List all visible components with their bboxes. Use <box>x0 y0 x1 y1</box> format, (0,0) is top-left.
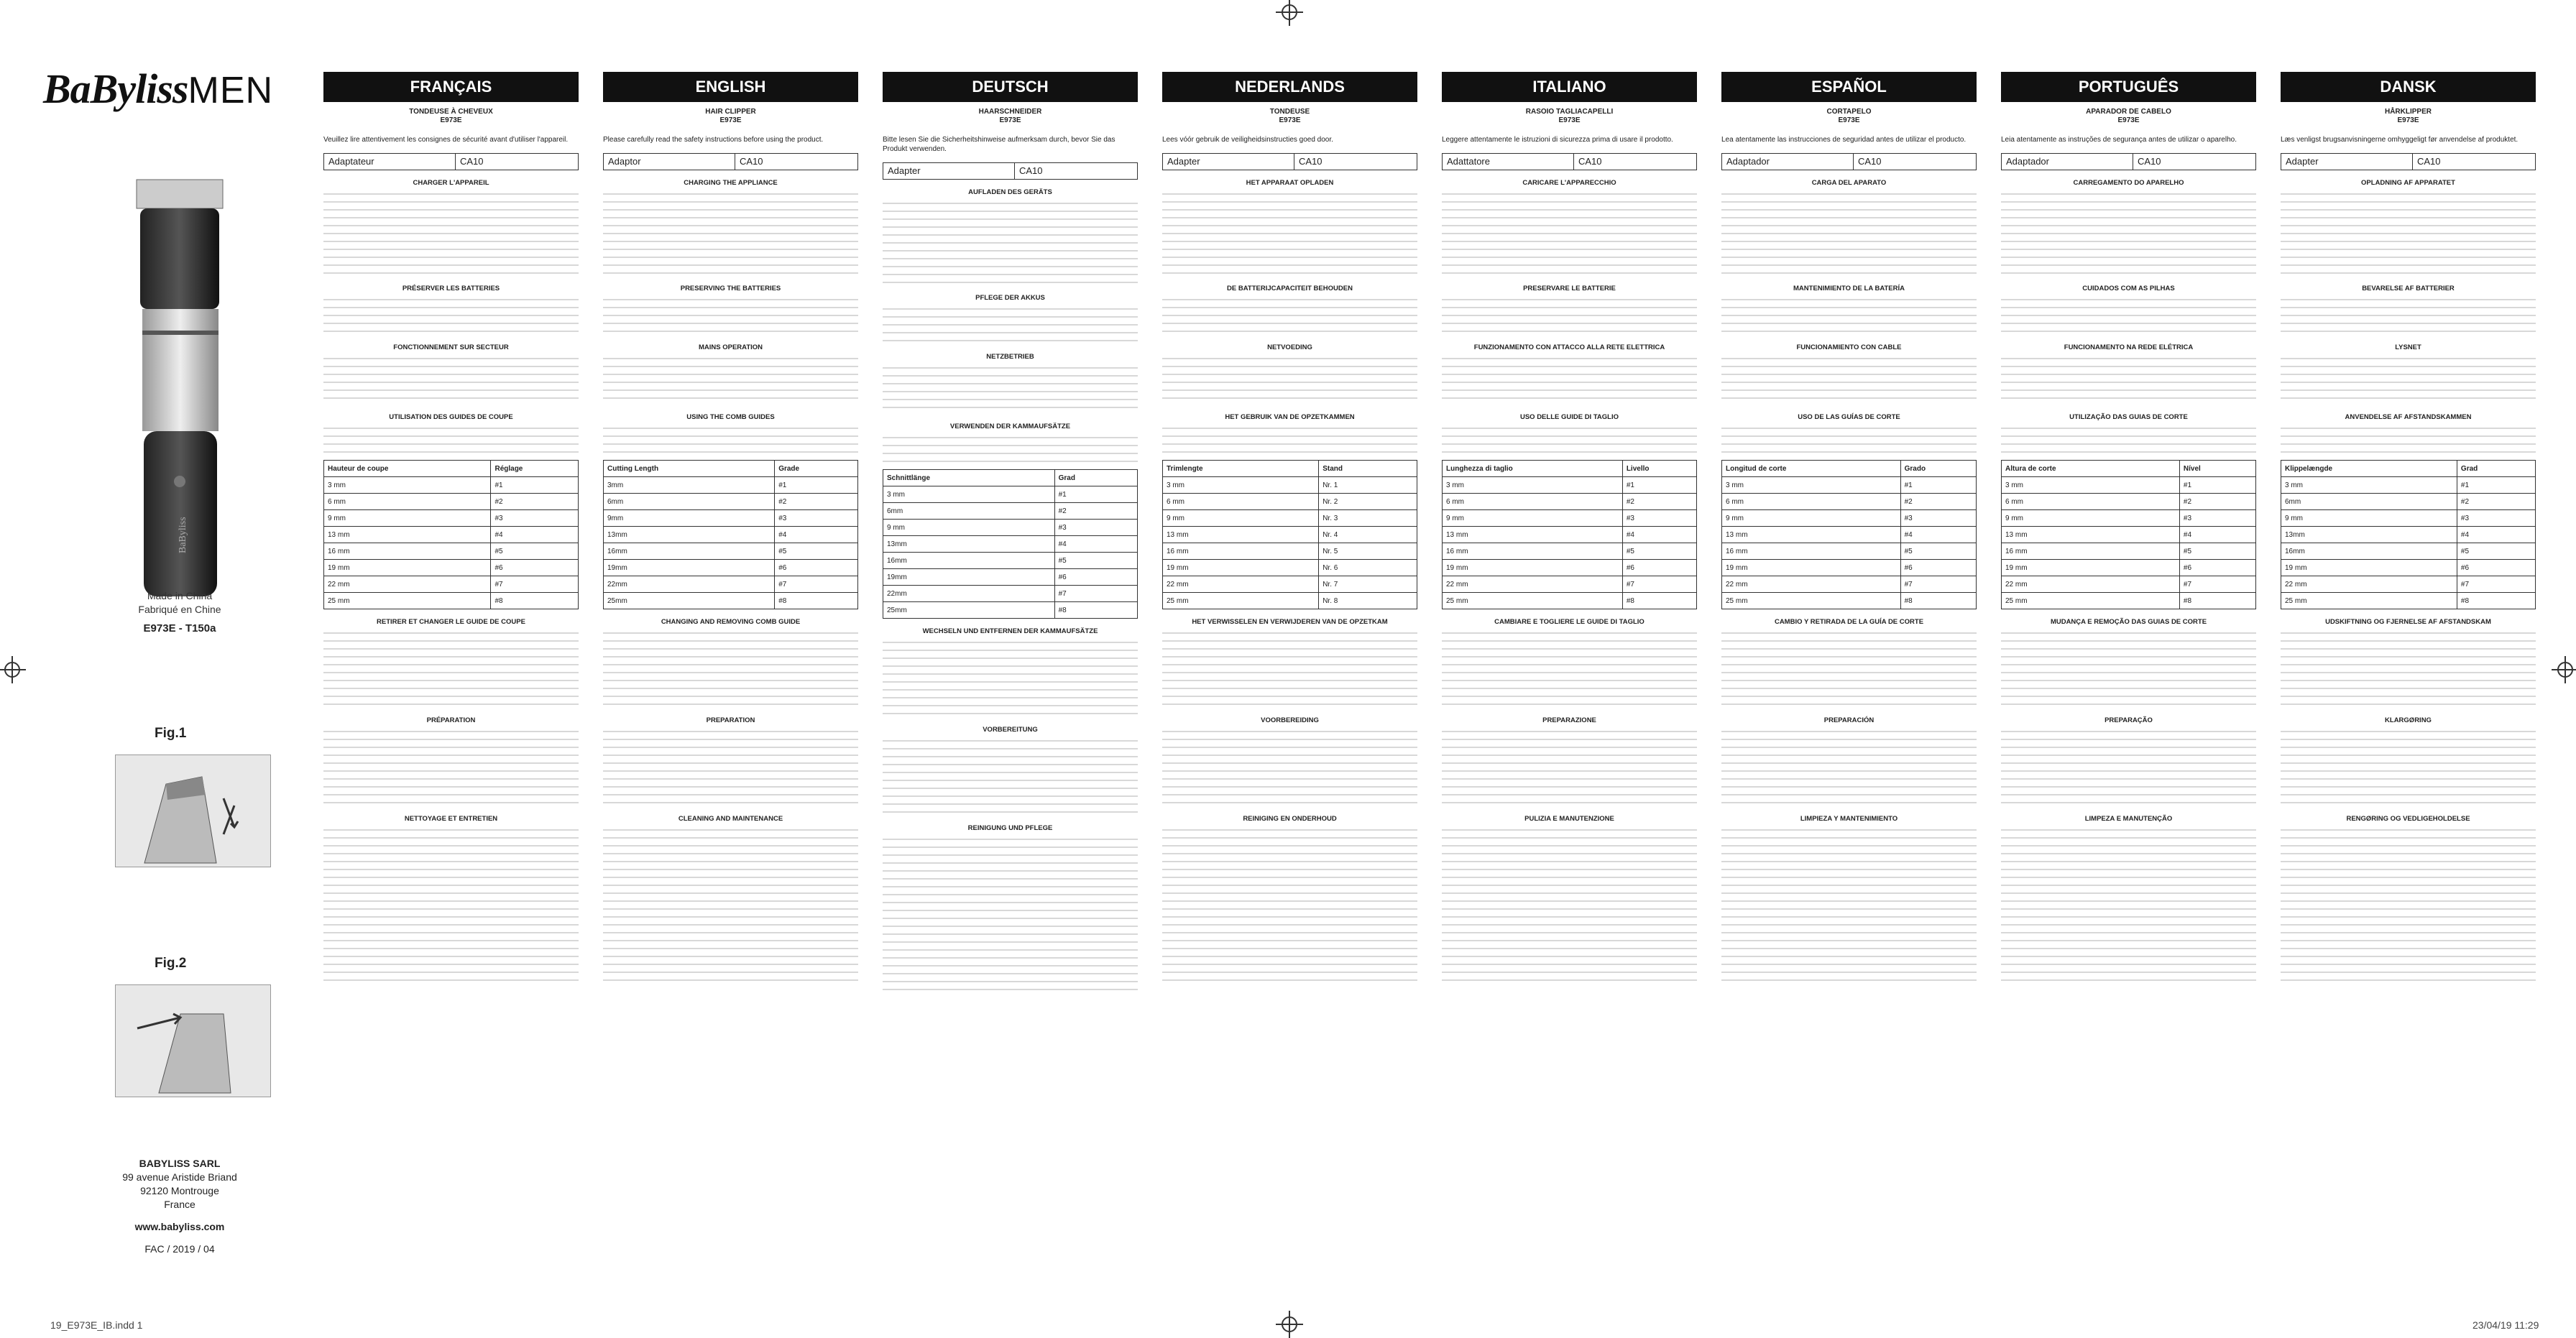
section-heading: PFLEGE DER AKKUS <box>975 294 1045 302</box>
language-header: FRANÇAIS <box>323 72 579 102</box>
section-heading: USO DE LAS GUÍAS DE CORTE <box>1798 413 1900 421</box>
table-header: Longitud de corte <box>1722 461 1901 477</box>
language-header: ESPAÑOL <box>1721 72 1977 102</box>
section-body <box>1162 727 1417 806</box>
adapter-row: Adaptateur CA10 <box>323 153 579 170</box>
section-body <box>603 190 858 276</box>
table-header: Hauteur de coupe <box>324 461 491 477</box>
table-row: 6 mm #2 <box>1443 494 1697 510</box>
table-row: 3 mm Nr. 1 <box>1163 477 1417 494</box>
table-row: 22 mm #7 <box>1443 576 1697 593</box>
section-heading: VORBEREITUNG <box>983 726 1038 734</box>
table-row: 16mm #5 <box>604 543 858 560</box>
section-heading: CLEANING AND MAINTENANCE <box>678 815 783 823</box>
table-row: 25 mm #8 <box>1443 593 1697 609</box>
table-row: 6 mm #2 <box>324 494 579 510</box>
section-body <box>1162 629 1417 708</box>
table-row: 25 mm #8 <box>2002 593 2256 609</box>
table-row: 25 mm #8 <box>324 593 579 609</box>
section-body <box>2281 629 2536 708</box>
cutting-length-table <box>2001 460 2256 609</box>
section-heading: WECHSELN UND ENTFERNEN DER KAMMAUFSÄTZE <box>922 627 1098 635</box>
section-body <box>603 629 858 708</box>
table-row: 3 mm #1 <box>1722 477 1977 494</box>
adapter-row: Adaptador CA10 <box>1721 153 1977 170</box>
section-body <box>2001 727 2256 806</box>
table-row: 16 mm #5 <box>324 543 579 560</box>
cover-panel <box>43 65 316 1255</box>
section-heading: UTILIZAÇÃO DAS GUIAS DE CORTE <box>2069 413 2188 421</box>
section-heading: PREPARACIÓN <box>1823 716 1874 724</box>
section-heading: REINIGUNG UND PFLEGE <box>967 824 1053 832</box>
section-body <box>2001 295 2256 335</box>
table-row: 3 mm #1 <box>883 486 1138 503</box>
table-header: Lunghezza di taglio <box>1443 461 1623 477</box>
table-row: 3 mm #1 <box>1443 477 1697 494</box>
table-row: 19 mm #6 <box>2281 560 2536 576</box>
section-heading: PULIZIA E MANUTENZIONE <box>1524 815 1614 823</box>
table-row: 13 mm #4 <box>1722 527 1977 543</box>
section-heading: LYSNET <box>2395 343 2421 351</box>
intro-text: Leggere attentamente le istruzioni di sicurezza prima di usare il prodotto. <box>1442 136 1673 144</box>
table-row: 13mm #4 <box>883 536 1138 553</box>
table-row: 3mm #1 <box>604 477 858 494</box>
table-row: 9 mm #3 <box>324 510 579 527</box>
section-heading: FONCTIONNEMENT SUR SECTEUR <box>393 343 509 351</box>
section-heading: CHARGER L'APPAREIL <box>413 179 489 187</box>
section-heading: RENGØRING OG VEDLIGEHOLDELSE <box>2346 815 2470 823</box>
section-heading: CHARGING THE APPLIANCE <box>684 179 778 187</box>
section-heading: USING THE COMB GUIDES <box>686 413 775 421</box>
section-heading: NETVOEDING <box>1267 343 1312 351</box>
section-heading: CHANGING AND REMOVING COMB GUIDE <box>661 618 801 626</box>
table-row: 6mm #2 <box>604 494 858 510</box>
section-heading: UDSKIFTNING OG FJERNELSE AF AFSTANDSKAM <box>2325 618 2491 626</box>
table-row: 9 mm #3 <box>883 520 1138 536</box>
table-row: 22mm #7 <box>883 586 1138 602</box>
section-heading: PRÉSERVER LES BATTERIES <box>402 285 500 292</box>
table-row: 6 mm #2 <box>2002 494 2256 510</box>
cutting-length-table <box>2281 460 2536 609</box>
column-english <box>603 72 858 984</box>
table-row: 16 mm #5 <box>1443 543 1697 560</box>
section-body <box>603 826 858 984</box>
table-row: 9 mm Nr. 3 <box>1163 510 1417 527</box>
table-row: 22 mm #7 <box>2002 576 2256 593</box>
section-heading: UTILISATION DES GUIDES DE COUPE <box>389 413 513 421</box>
table-row: 19 mm #6 <box>1443 560 1697 576</box>
table-header: Nível <box>2179 461 2255 477</box>
table-row: 19 mm #6 <box>1722 560 1977 576</box>
made-in-text: Made in China Fabriqué en Chine <box>138 590 221 615</box>
section-body <box>1442 629 1697 708</box>
table-row: 13 mm #4 <box>1443 527 1697 543</box>
table-header: Klippelængde <box>2281 461 2457 477</box>
cutting-length-table <box>323 460 579 609</box>
svg-text:BaByliss: BaByliss <box>178 517 188 553</box>
adapter-row: Adapter CA10 <box>2281 153 2536 170</box>
table-row: 16 mm Nr. 5 <box>1163 543 1417 560</box>
section-heading: RETIRER ET CHANGER LE GUIDE DE COUPE <box>377 618 525 626</box>
section-body <box>2001 354 2256 405</box>
section-heading: HET VERWISSELEN EN VERWIJDEREN VAN DE OPZETKAM <box>1192 618 1388 626</box>
section-body <box>1721 424 1977 453</box>
section-heading: CUIDADOS COM AS PILHAS <box>2082 285 2175 292</box>
product-subtitle: TONDEUSE À CHEVEUX E973E <box>409 108 493 124</box>
model-number: E973E - T150a <box>143 622 216 635</box>
table-row: 3 mm #1 <box>2281 477 2536 494</box>
section-heading: MUDANÇA E REMOÇÃO DAS GUIAS DE CORTE <box>2050 618 2207 626</box>
section-heading: MANTENIMIENTO DE LA BATERÍA <box>1793 285 1905 292</box>
table-row: 3 mm #1 <box>324 477 579 494</box>
column-nederlands <box>1162 72 1417 984</box>
table-row: 16mm #5 <box>2281 543 2536 560</box>
section-body <box>1442 190 1697 276</box>
intro-text: Lees vóór gebruik de veiligheidsinstructies goed door. <box>1162 136 1333 144</box>
section-body <box>1721 629 1977 708</box>
section-heading: FUNZIONAMENTO CON ATTACCO ALLA RETE ELETTRICA <box>1473 343 1665 351</box>
section-body <box>2001 424 2256 453</box>
table-row: 13 mm Nr. 4 <box>1163 527 1417 543</box>
table-header: Livello <box>1622 461 1696 477</box>
section-heading: HET GEBRUIK VAN DE OPZETKAMMEN <box>1225 413 1355 421</box>
table-row: 25 mm #8 <box>2281 593 2536 609</box>
section-body <box>883 737 1138 816</box>
section-heading: USO DELLE GUIDE DI TAGLIO <box>1519 413 1619 421</box>
section-body <box>883 638 1138 717</box>
column-italiano <box>1442 72 1697 984</box>
section-heading: VOORBEREIDING <box>1261 716 1319 724</box>
section-body <box>323 727 579 806</box>
product-subtitle: APARADOR DE CABELO E973E <box>2086 108 2171 124</box>
intro-text: Læs venligst brugsanvisningerne omhyggeligt før anvendelse af produktet. <box>2281 136 2518 144</box>
table-row: 6mm #2 <box>883 503 1138 520</box>
section-body <box>2001 629 2256 708</box>
section-body <box>1162 295 1417 335</box>
column-français <box>323 72 579 984</box>
column-português <box>2001 72 2256 984</box>
product-subtitle: RASOIO TAGLIACAPELLI E973E <box>1525 108 1614 124</box>
table-row: 16 mm #5 <box>1722 543 1977 560</box>
section-body <box>323 826 579 984</box>
section-body <box>603 424 858 453</box>
table-header: Grad <box>1054 470 1137 486</box>
table-row: 22 mm Nr. 7 <box>1163 576 1417 593</box>
table-row: 19mm #6 <box>604 560 858 576</box>
table-row: 22 mm #7 <box>1722 576 1977 593</box>
table-header: Schnittlänge <box>883 470 1055 486</box>
section-heading: CARICARE L'APPARECCHIO <box>1522 179 1616 187</box>
table-row: 13mm #4 <box>2281 527 2536 543</box>
section-body <box>603 354 858 405</box>
fig2-illustration <box>115 984 271 1097</box>
cutting-length-table <box>883 469 1138 619</box>
section-body <box>883 305 1138 344</box>
section-heading: PREPARATION <box>706 716 755 724</box>
section-heading: VERWENDEN DER KAMMAUFSÄTZE <box>949 423 1071 430</box>
section-heading: HET APPARAAT OPLADEN <box>1246 179 1334 187</box>
section-body <box>2001 190 2256 276</box>
section-heading: CARREGAMENTO DO APARELHO <box>2073 179 2184 187</box>
registration-mark-top <box>1282 4 1297 20</box>
table-row: 6mm #2 <box>2281 494 2536 510</box>
section-body <box>2281 727 2536 806</box>
section-heading: MAINS OPERATION <box>698 343 763 351</box>
section-heading: ANVENDELSE AF AFSTANDSKAMMEN <box>2345 413 2472 421</box>
section-body <box>1721 826 1977 984</box>
language-header: PORTUGUÊS <box>2001 72 2256 102</box>
section-heading: LIMPIEZA Y MANTENIMIENTO <box>1800 815 1898 823</box>
language-header: NEDERLANDS <box>1162 72 1417 102</box>
section-body <box>1721 295 1977 335</box>
section-body <box>883 835 1138 993</box>
section-heading: FUNCIONAMIENTO CON CABLE <box>1796 343 1902 351</box>
section-body <box>603 295 858 335</box>
adapter-row: Adaptador CA10 <box>2001 153 2256 170</box>
table-row: 9 mm #3 <box>1722 510 1977 527</box>
section-body <box>603 727 858 806</box>
table-row: 6 mm #2 <box>1722 494 1977 510</box>
fig1-label: Fig.1 <box>155 726 187 741</box>
language-header: DANSK <box>2281 72 2536 102</box>
brand-logo: BaBylissMEN <box>43 65 274 112</box>
section-heading: NETZBETRIEB <box>986 353 1034 361</box>
table-row: 9 mm #3 <box>2002 510 2256 527</box>
intro-text: Veuillez lire attentivement les consignes de sécurité avant d'utiliser l'appareil. <box>323 136 569 144</box>
product-subtitle: HAARSCHNEIDER E973E <box>978 108 1042 124</box>
section-body <box>323 295 579 335</box>
section-body <box>1442 295 1697 335</box>
intro-text: Lea atentamente las instrucciones de seguridad antes de utilizar el producto. <box>1721 136 1966 144</box>
section-body <box>1721 190 1977 276</box>
registration-mark-bottom <box>1282 1316 1297 1332</box>
section-heading: DE BATTERIJCAPACITEIT BEHOUDEN <box>1227 285 1353 292</box>
section-body <box>1162 354 1417 405</box>
product-subtitle: CORTAPELO E973E <box>1826 108 1872 124</box>
table-header: Grado <box>1900 461 1976 477</box>
fig1-illustration <box>115 755 271 867</box>
section-body <box>883 364 1138 414</box>
intro-text: Bitte lesen Sie die Sicherheitshinweise aufmerksam durch, bevor Sie das Produkt verwenden. <box>883 136 1116 153</box>
section-heading: LIMPEZA E MANUTENÇÃO <box>2084 815 2173 823</box>
section-body <box>2281 354 2536 405</box>
cutting-length-table <box>1162 460 1417 609</box>
registration-mark-left <box>4 662 20 678</box>
section-heading: PRESERVING THE BATTERIES <box>680 285 781 292</box>
table-row: 9 mm #3 <box>2281 510 2536 527</box>
section-body <box>323 424 579 453</box>
table-row: 9 mm #3 <box>1443 510 1697 527</box>
section-body <box>2281 826 2536 984</box>
column-deutsch <box>883 72 1138 993</box>
section-heading: BEVARELSE AF BATTERIER <box>2362 285 2455 292</box>
section-body <box>1721 727 1977 806</box>
table-row: 22 mm #7 <box>324 576 579 593</box>
adapter-row: Adapter CA10 <box>1162 153 1417 170</box>
cutting-length-table <box>1442 460 1697 609</box>
section-heading: OPLADNING AF APPARATET <box>2361 179 2455 187</box>
fig2-label: Fig.2 <box>155 956 187 971</box>
section-body <box>1442 826 1697 984</box>
cutting-length-table <box>603 460 858 609</box>
registration-mark-right <box>2557 662 2573 678</box>
section-heading: NETTOYAGE ET ENTRETIEN <box>404 815 498 823</box>
section-body <box>2281 424 2536 453</box>
section-heading: PRÉPARATION <box>426 716 476 724</box>
section-body <box>1162 826 1417 984</box>
table-header: Grade <box>775 461 858 477</box>
table-row: 25 mm #8 <box>1722 593 1977 609</box>
language-header: ENGLISH <box>603 72 858 102</box>
table-row: 22mm #7 <box>604 576 858 593</box>
language-header: DEUTSCH <box>883 72 1138 102</box>
intro-text: Leia atentamente as instruções de segurança antes de utilizar o aparelho. <box>2001 136 2237 144</box>
table-row: 19 mm #6 <box>2002 560 2256 576</box>
table-row: 19 mm Nr. 6 <box>1163 560 1417 576</box>
product-subtitle: TONDEUSE E973E <box>1269 108 1310 124</box>
section-heading: PRESERVARE LE BATTERIE <box>1523 285 1616 292</box>
product-subtitle: HAIR CLIPPER E973E <box>705 108 756 124</box>
footer-file-name: 19_E973E_IB.indd 1 <box>50 1319 143 1331</box>
table-row: 6 mm Nr. 2 <box>1163 494 1417 510</box>
hair-clipper-image <box>108 165 252 611</box>
intro-text: Please carefully read the safety instructions before using the product. <box>603 136 824 144</box>
table-header: Altura de corte <box>2002 461 2180 477</box>
section-body <box>323 629 579 708</box>
table-row: 19mm #6 <box>883 569 1138 586</box>
section-heading: AUFLADEN DES GERÄTS <box>968 188 1052 196</box>
section-body <box>323 190 579 276</box>
section-heading: KLARGØRING <box>2385 716 2432 724</box>
section-heading: CAMBIO Y RETIRADA DE LA GUÍA DE CORTE <box>1774 618 1924 626</box>
table-row: 3 mm #1 <box>2002 477 2256 494</box>
product-subtitle: HÅRKLIPPER E973E <box>2384 108 2432 124</box>
adapter-row: Adapter CA10 <box>883 162 1138 180</box>
section-body <box>2001 826 2256 984</box>
table-row: 13 mm #4 <box>324 527 579 543</box>
table-header: Trimlengte <box>1163 461 1319 477</box>
table-row: 25mm #8 <box>604 593 858 609</box>
section-heading: CARGA DEL APARATO <box>1811 179 1887 187</box>
section-heading: PREPARAZIONE <box>1542 716 1596 724</box>
section-body <box>1442 727 1697 806</box>
table-header: Grad <box>2457 461 2535 477</box>
section-body <box>2281 295 2536 335</box>
table-header: Cutting Length <box>604 461 775 477</box>
section-body <box>1162 424 1417 453</box>
language-header: ITALIANO <box>1442 72 1697 102</box>
table-row: 25 mm Nr. 8 <box>1163 593 1417 609</box>
table-header: Stand <box>1319 461 1417 477</box>
column-dansk <box>2281 72 2536 984</box>
section-body <box>323 354 579 405</box>
table-row: 25mm #8 <box>883 602 1138 619</box>
column-español <box>1721 72 1977 984</box>
section-body <box>1721 354 1977 405</box>
table-row: 13 mm #4 <box>2002 527 2256 543</box>
section-body <box>1442 354 1697 405</box>
section-heading: FUNCIONAMENTO NA REDE ELÉTRICA <box>2064 343 2194 351</box>
table-row: 16 mm #5 <box>2002 543 2256 560</box>
section-body <box>883 199 1138 285</box>
table-row: 22 mm #7 <box>2281 576 2536 593</box>
section-heading: PREPARAÇÃO <box>2104 716 2153 724</box>
cutting-length-table <box>1721 460 1977 609</box>
table-row: 16mm #5 <box>883 553 1138 569</box>
section-body <box>883 433 1138 462</box>
company-address: BABYLISS SARL 99 avenue Aristide Briand 92120 Montrouge France www.babyliss.com FAC / 2019 / 04 <box>122 1158 237 1255</box>
footer-timestamp: 23/04/19 11:29 <box>2472 1319 2539 1331</box>
table-row: 9mm #3 <box>604 510 858 527</box>
table-row: 19 mm #6 <box>324 560 579 576</box>
adapter-row: Adaptor CA10 <box>603 153 858 170</box>
section-body <box>2281 190 2536 276</box>
section-heading: REINIGING EN ONDERHOUD <box>1243 815 1337 823</box>
section-body <box>1162 190 1417 276</box>
section-body <box>1442 424 1697 453</box>
section-heading: CAMBIARE E TOGLIERE LE GUIDE DI TAGLIO <box>1494 618 1644 626</box>
table-row: 13mm #4 <box>604 527 858 543</box>
table-header: Réglage <box>491 461 579 477</box>
adapter-row: Adattatore CA10 <box>1442 153 1697 170</box>
